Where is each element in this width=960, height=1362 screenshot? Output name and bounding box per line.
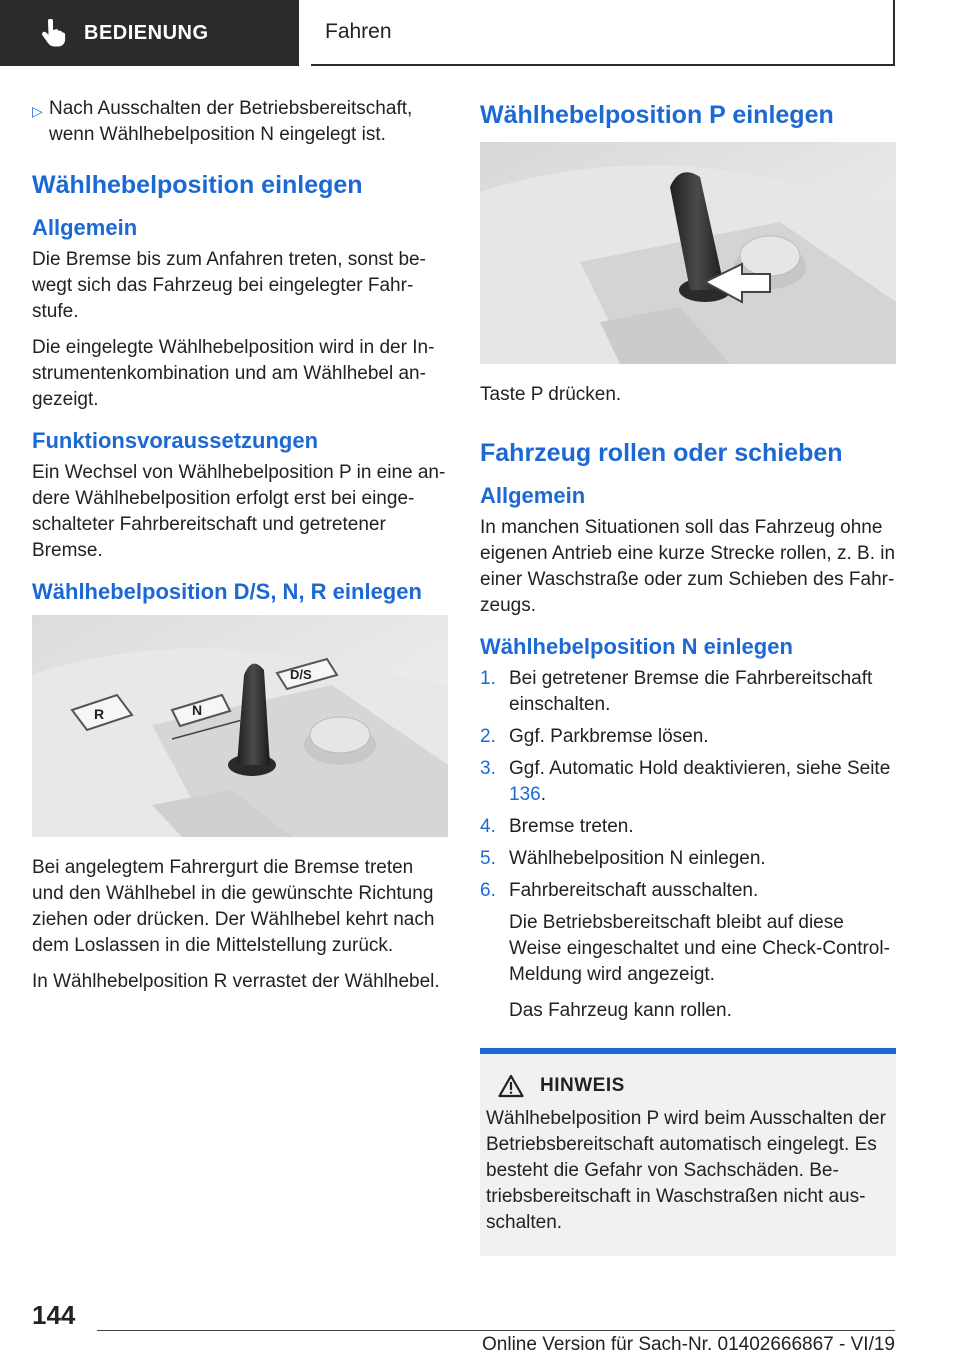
paragraph-taste-p: Taste P drücken.: [480, 384, 622, 405]
chapter-label: BEDIENUNG: [84, 21, 209, 44]
paragraph-anzeige: Die eingelegte Wählhebelposition wird in der Instrumentenkombination und am Wählhebel angezeigt.: [32, 337, 435, 410]
paragraph-fahrergurt: Bei angelegtem Fahrergurt die Bremse treten und den Wählhebel in die gewünschte Richtung ziehen oder drücken. Der Wählhebel kehrt nach dem Loslassen in die Mittelstellung zurück.: [32, 857, 435, 956]
step-item: 2. Ggf. Parkbremse lösen.: [480, 726, 709, 747]
paragraph-situationen: In manchen Situationen soll das Fahrzeug ohne eigenen Antrieb eine kurze Strecke rollen, z. B. in einer Waschstraße oder zum Schieben des Fahrzeugs.: [480, 517, 896, 616]
gear-selector-photo: [32, 615, 448, 837]
step6-sub-paragraph: Die Betriebsbereitschaft bleibt auf diese Weise eingeschaltet und eine Check-Control-Meldung wird angezeigt.: [509, 912, 890, 985]
paragraph-verrastet: In Wählhebelposition R verrastet der Wählhebel.: [32, 971, 440, 992]
page-number: 144: [32, 1300, 76, 1330]
heading-allgemein: Allgemein: [32, 215, 138, 240]
hand-pointer-icon: [40, 19, 66, 47]
photo-label-r: R: [94, 706, 105, 722]
photo-label-ds: D/S: [290, 667, 312, 682]
notice-header: [486, 1074, 888, 1098]
step-item: 5. Wählhebelposition N einlegen.: [480, 848, 766, 869]
footer-text: Online Version für Sach-Nr. 01402666867 - VI/19: [482, 1334, 895, 1355]
park-button-photo: [480, 142, 896, 364]
notice-box: [480, 1048, 896, 1256]
page-link-136[interactable]: 136: [509, 784, 541, 805]
heading-n-einlegen: Wählhebelposition N einlegen: [480, 634, 793, 659]
section-header: [311, 0, 895, 66]
notice-text: Wählhebelposition P wird beim Ausschalten der Betriebsbereitschaft automatisch eingelegt. Es besteht die Gefahr von Sachschäden. Betriebsbereitschaft in Waschstraßen nicht ausschalten.: [486, 1108, 886, 1233]
heading-allgemein-rechts: Allgemein: [480, 483, 586, 508]
heading-funktionsvoraussetzungen: Funktionsvoraussetzungen: [32, 428, 319, 453]
bullet-text: Nach Ausschalten der Betriebsbereitschaft, wenn Wählhebelposition N eingelegt ist.: [48, 98, 413, 145]
step-item: 1. Bei getretener Bremse die Fahrbereitschaft einschalten.: [480, 668, 873, 715]
paragraph-wechsel: Ein Wechsel von Wählhebelposition P in eine andere Wählhebelposition erfolgt erst bei eingeschalteter Fahrbereitschaft und getretener Bremse.: [32, 462, 446, 561]
heading-dsnr-einlegen: Wählhebelposition D/S, N, R einlegen: [32, 579, 422, 604]
warning-triangle-icon: [498, 1074, 524, 1098]
notice-title: HINWEIS: [540, 1075, 625, 1096]
footer-divider: [97, 1330, 895, 1331]
steps-list: [480, 666, 896, 904]
step-item: 6. Fahrbereitschaft ausschalten.: [480, 880, 759, 901]
heading-waehlhebelposition-einlegen: Wählhebelposition einlegen: [32, 171, 363, 199]
photo-label-n: N: [192, 702, 203, 718]
bullet-item: [32, 96, 448, 148]
right-column: [480, 100, 896, 1256]
step-item: 4. Bremse treten.: [480, 816, 634, 837]
step-item: 3. Ggf. Automatic Hold deaktivieren, siehe Seite 136.: [480, 758, 891, 805]
paragraph-bremse: Die Bremse bis zum Anfahren treten, sonst bewegt sich das Fahrzeug bei eingelegter Fahrstufe.: [32, 249, 426, 322]
heading-p-einlegen: Wählhebelposition P einlegen: [480, 101, 834, 129]
section-label: Fahren: [325, 20, 392, 43]
triangle-bullet-icon: ▷: [32, 103, 43, 119]
step6-sub-paragraph-2: Das Fahrzeug kann rollen.: [509, 1000, 732, 1021]
left-column: [32, 96, 448, 1005]
chapter-tab[interactable]: [0, 0, 299, 66]
heading-rollen-schieben: Fahrzeug rollen oder schieben: [480, 439, 843, 467]
